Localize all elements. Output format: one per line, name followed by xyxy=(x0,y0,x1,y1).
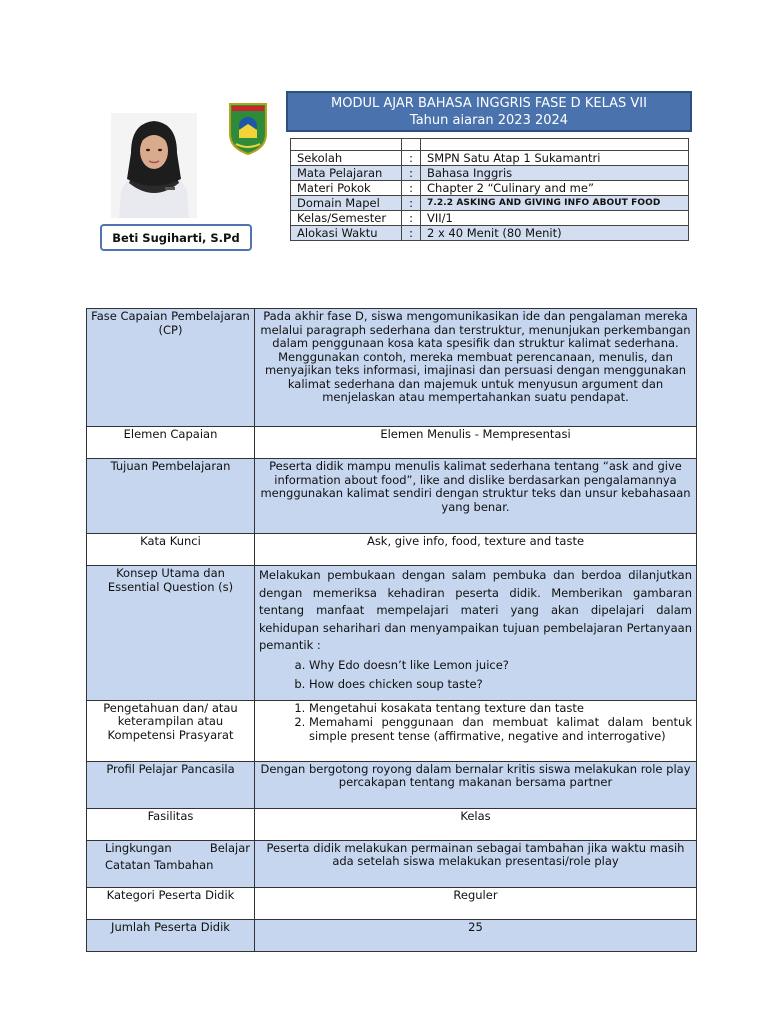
row-label: Tujuan Pembelajaran xyxy=(87,459,255,534)
row-fasilitas xyxy=(87,808,697,840)
row-label: Konsep Utama dan Essential Question (s) xyxy=(87,566,255,701)
row-jumlah xyxy=(87,919,697,951)
row-content: 25 xyxy=(255,919,697,951)
module-title-box xyxy=(286,91,692,132)
info-value: SMPN Satu Atap 1 Sukamantri xyxy=(421,151,689,166)
info-row-kelas xyxy=(291,211,689,226)
row-kata-kunci xyxy=(87,534,697,566)
info-row-domain xyxy=(291,196,689,211)
info-colon: : xyxy=(402,196,421,211)
info-value: VII/1 xyxy=(421,211,689,226)
prereq-item: 2. Memahami penggunaan dan membuat kalimat dalam bentuk simple present tense (affirmative, negative and interrogative) xyxy=(309,716,692,743)
module-table xyxy=(86,308,697,952)
module-year: Tahun aiaran 2023 2024 xyxy=(409,113,569,128)
module-title: MODUL AJAR BAHASA INGGRIS FASE D KELAS VII xyxy=(331,96,647,111)
row-kategori xyxy=(87,887,697,919)
konsep-text: Melakukan pembukaan dengan salam pembuka dan berdoa dilanjutkan dengan memeriksa kehadiran peserta didik. Memberikan gambaran tentang manfaat mempelajari materi yang akan dipelajari dalam kehidupan seharihari dan menyampaikan tujuan pembelajaran Pertanyaan pemantik : xyxy=(259,568,692,652)
row-label xyxy=(87,840,255,887)
row-content: Elemen Menulis - Mempresentasi xyxy=(255,427,697,459)
school-logo xyxy=(226,100,270,156)
teacher-name: Beti Sugiharti, S.Pd xyxy=(100,224,252,251)
question-item: a. Why Edo doesn’t like Lemon juice? xyxy=(309,657,692,675)
row-label: Jumlah Peserta Didik xyxy=(87,919,255,951)
info-value: 2 x 40 Menit (80 Menit) xyxy=(421,226,689,241)
row-label: Fase Capaian Pembelajaran (CP) xyxy=(87,309,255,427)
row-elemen xyxy=(87,427,697,459)
info-colon: : xyxy=(402,151,421,166)
row-cp xyxy=(87,309,697,427)
info-colon: : xyxy=(402,181,421,196)
row-content: Reguler xyxy=(255,887,697,919)
row-label: Kategori Peserta Didik xyxy=(87,887,255,919)
question-list xyxy=(259,657,692,694)
lingkungan-label-b: Belajar xyxy=(209,840,250,855)
row-label: Elemen Capaian xyxy=(87,427,255,459)
row-konsep xyxy=(87,566,697,701)
info-colon: : xyxy=(402,211,421,226)
row-lingkungan xyxy=(87,840,697,887)
info-value: Chapter 2 “Culinary and me” xyxy=(421,181,689,196)
row-content xyxy=(255,700,697,761)
question-item: b. How does chicken soup taste? xyxy=(309,676,692,694)
row-content: Peserta didik melakukan permainan sebagai tambahan jika waktu masih ada setelah siswa melakukan presentasi/role play xyxy=(255,840,697,887)
info-colon: : xyxy=(402,226,421,241)
info-colon: : xyxy=(402,166,421,181)
lingkungan-label-c: Catatan Tambahan xyxy=(105,858,214,872)
row-content: Dengan bergotong royong dalam bernalar kritis siswa melakukan role play percakapan tentang makanan bersama partner xyxy=(255,761,697,808)
info-row-alokasi xyxy=(291,226,689,241)
info-label: Alokasi Waktu xyxy=(291,226,402,241)
row-profil xyxy=(87,761,697,808)
prereq-list xyxy=(259,702,692,744)
info-value: 7.2.2 ASKING AND GIVING INFO ABOUT FOOD xyxy=(421,196,689,211)
row-pengetahuan xyxy=(87,700,697,761)
row-label: Kata Kunci xyxy=(87,534,255,566)
row-content: Pada akhir fase D, siswa mengomunikasikan ide dan pengalaman mereka melalui paragraph sederhana dan terstruktur, menunjukan perkembangan dalam penggunaan kosa kata spesifik dan struktur kalimat sederhana. Menggunakan contoh, mereka membuat perencanaan, menulis, dan menyajikan teks informasi, imajinasi dan persuasi dengan menggunakan kalimat sederhana dan majemuk untuk menyusun argument dan menjelaskan atau mempertahankan suatu pendapat. xyxy=(255,309,697,427)
lingkungan-label-a: Lingkungan xyxy=(105,840,172,855)
info-label: Materi Pokok xyxy=(291,181,402,196)
row-label: Profil Pelajar Pancasila xyxy=(87,761,255,808)
row-label: Fasilitas xyxy=(87,808,255,840)
info-label: Mata Pelajaran xyxy=(291,166,402,181)
row-content xyxy=(255,566,697,701)
lingkungan-label-line xyxy=(105,842,250,856)
info-label: Sekolah xyxy=(291,151,402,166)
prereq-item: 1. Mengetahui kosakata tentang texture dan taste xyxy=(309,702,692,716)
info-row-materi xyxy=(291,181,689,196)
row-content: Kelas xyxy=(255,808,697,840)
teacher-photo xyxy=(111,113,197,218)
row-content: Peserta didik mampu menulis kalimat sederhana tentang “ask and give information about food”, like and dislike berdasarkan pengalamannya menggunakan kalimat sendiri dengan struktur teks dan unsur kebahasaan yang benar. xyxy=(255,459,697,534)
info-row-mapel xyxy=(291,166,689,181)
row-content: Ask, give info, food, texture and taste xyxy=(255,534,697,566)
info-blank-row xyxy=(291,139,689,151)
info-label: Kelas/Semester xyxy=(291,211,402,226)
info-value: Bahasa Inggris xyxy=(421,166,689,181)
row-tujuan xyxy=(87,459,697,534)
row-label: Pengetahuan dan/ atau keterampilan atau Kompetensi Prasyarat xyxy=(87,700,255,761)
info-table xyxy=(290,138,689,241)
info-row-sekolah xyxy=(291,151,689,166)
info-label: Domain Mapel xyxy=(291,196,402,211)
